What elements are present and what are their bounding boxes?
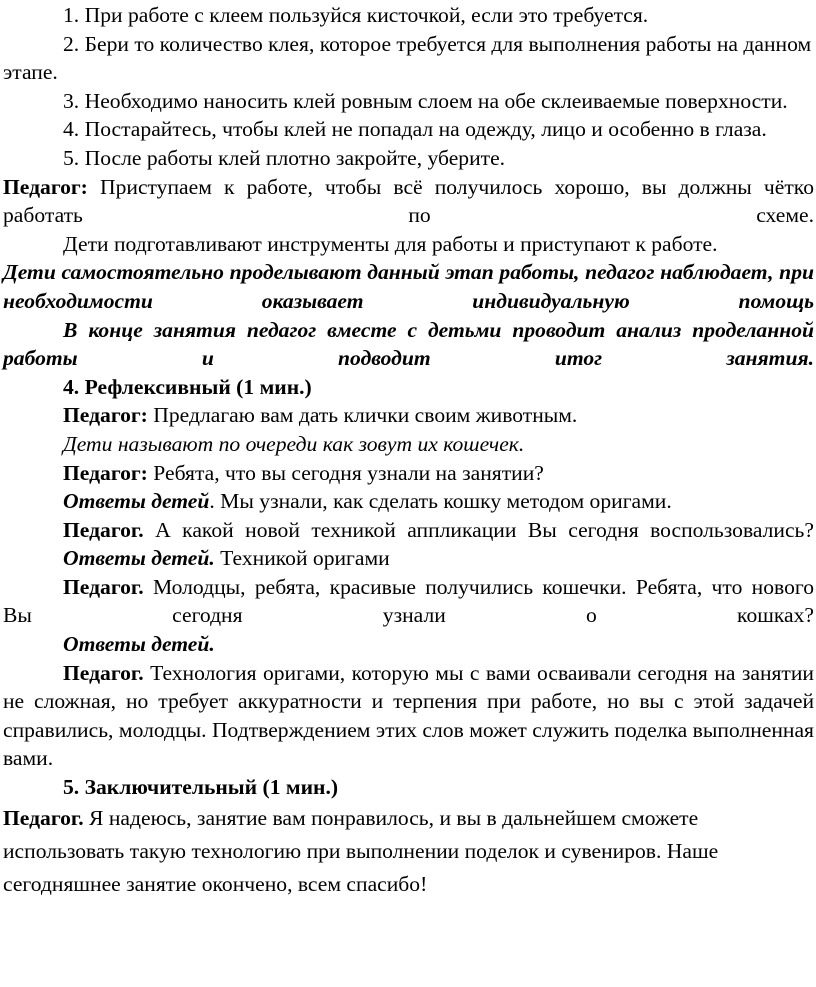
dialog-line-8 xyxy=(3,630,814,659)
speaker-label: Педагог. xyxy=(63,517,144,542)
speaker-label: Педагог. xyxy=(63,574,144,599)
dialog-text: Ребята, что вы сегодня узнали на занятии? xyxy=(147,460,544,485)
speaker-label: Педагог. xyxy=(3,805,84,830)
rule-4: 4. Постарайтесь, чтобы клей не попадал на одежду, лицо и особенно в глаза. xyxy=(63,117,767,142)
speaker-label: Педагог. xyxy=(63,660,144,685)
rule-1: 1. При работе с клеем пользуйся кисточкой, если это требуется. xyxy=(63,3,649,27)
speaker-label: Педагог: xyxy=(63,460,148,485)
answer-label: Ответы детей xyxy=(63,489,210,514)
dialog-line-7 xyxy=(3,573,814,630)
dialog-line-1 xyxy=(3,401,814,430)
answer-label: Ответы детей. xyxy=(63,546,215,571)
closing-paragraph xyxy=(3,802,814,901)
children-work-paragraph: Дети самостоятельно проделывают данный этап работы, педагог наблюдает, при необходимости оказывает индивидуальную помощь xyxy=(3,260,814,313)
closing-text: Я надеюсь, занятие вам понравилось, и вы в дальнейшем сможете использовать такую технологию при выполнении поделок и сувениров. Наше сегодняшнее занятие окончено, всем спасибо! xyxy=(3,805,719,896)
dialog-text: А какой новой техникой аппликации Вы сегодня воспользовались? xyxy=(143,517,814,542)
speaker-label: Педагог: xyxy=(63,403,148,428)
speaker-label: Педагог: xyxy=(3,174,88,199)
dialog-line-5 xyxy=(3,516,814,545)
stage-4-heading: 4. Рефлексивный (1 мин.) xyxy=(63,374,312,399)
dialog-text: Технология оригами, которую мы с вами осваивали сегодня на занятии не сложная, но требует аккуратности и терпения при работе, но вы с этой задачей справились, молодцы. Подтверждением этих слов может служить поделка выполненная вами. xyxy=(3,660,814,771)
dialog-line-4 xyxy=(3,487,814,516)
children-prepare-paragraph: Дети подготавливают инструменты для работы и приступают к работе. xyxy=(63,231,718,256)
answer-label: Ответы детей. xyxy=(63,632,215,657)
dialog-line-9 xyxy=(3,659,814,773)
dialog-text: Молодцы, ребята, красивые получились кошечки. Ребята, что нового Вы сегодня узнали о кошках? xyxy=(3,574,814,628)
dialog-text: Техникой оригами xyxy=(214,546,390,571)
rule-2: 2. Бери то количество клея, которое требуется для выполнения работы на данном этапе. xyxy=(3,31,812,85)
dialog-line-3 xyxy=(3,459,814,488)
dialog-line-2: Дети называют по очереди как зовут их кошечек. xyxy=(63,431,525,456)
dialog-line-6 xyxy=(3,544,814,573)
analysis-paragraph: В конце занятия педагог вместе с детьми проводит анализ проделанной работы и подводит итог занятия. xyxy=(3,317,814,371)
rule-5: 5. После работы клей плотно закройте, уберите. xyxy=(63,145,506,170)
stage-5-heading: 5. Заключительный (1 мин.) xyxy=(63,775,339,800)
dialog-text: Предлагаю вам дать клички своим животным. xyxy=(147,403,578,428)
paragraph-text: Приступаем к работе, чтобы всё получилось хорошо, вы должны чётко работать по схеме. xyxy=(3,174,814,228)
dialog-text: . Мы узнали, как сделать кошку методом оригами. xyxy=(209,489,672,514)
teacher-paragraph-start xyxy=(3,173,814,230)
rule-3: 3. Необходимо наносить клей ровным слоем на обе склеиваемые поверхности. xyxy=(63,88,788,113)
